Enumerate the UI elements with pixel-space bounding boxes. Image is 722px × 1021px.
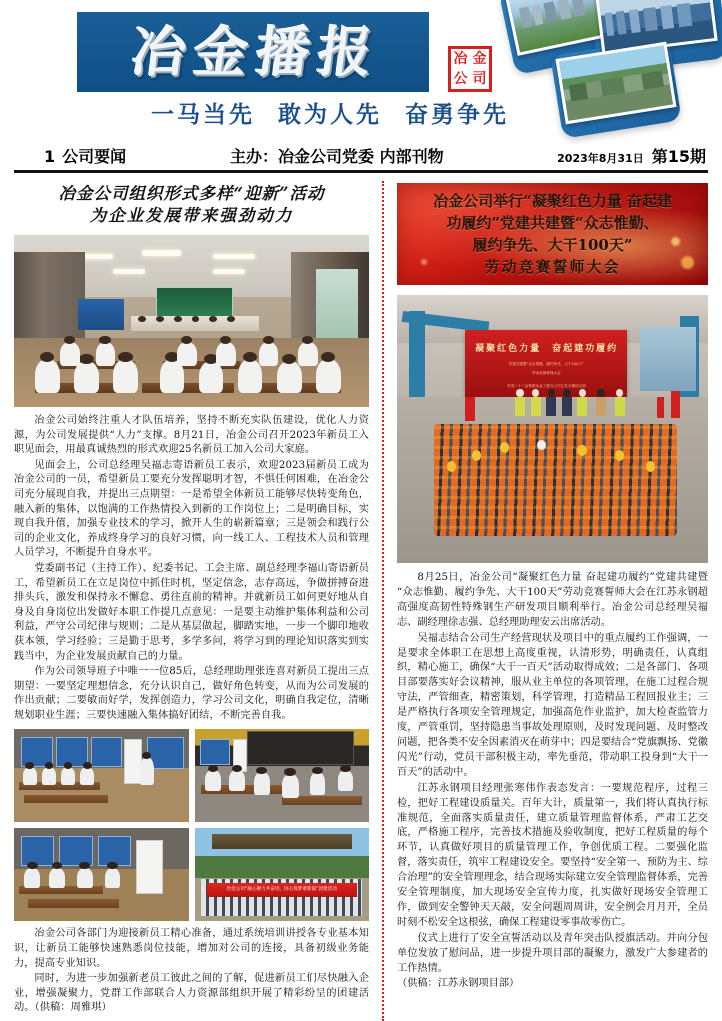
masthead-slogan bbox=[120, 96, 540, 129]
publication-title: 冶金播报 bbox=[128, 20, 384, 84]
photo-helmet bbox=[447, 461, 456, 472]
photo-person-head bbox=[174, 316, 182, 322]
photo-person-head bbox=[83, 762, 92, 769]
photo-attendee bbox=[60, 342, 80, 366]
grid-photo-group-training bbox=[195, 729, 370, 822]
photo-leader-standing bbox=[562, 397, 572, 416]
photo-banner-subtitle-3: 中国二十二冶集团冶金工程分公司江苏永钢项目部 bbox=[506, 384, 586, 389]
photo-leader-standing bbox=[596, 397, 606, 416]
photo-display-board bbox=[91, 737, 123, 767]
right-headline-line-2: 功履约”党建共建暨“众志惟勤、 bbox=[446, 214, 659, 232]
left-headline-line-1: 冶金公司组织形式多样“迎新”活动 bbox=[58, 184, 325, 203]
left-paragraph: 党委副书记（主持工作）、纪委书记、工会主席、副总经理李福山寄语新员工，希望新员工在立足岗位中抓住时机，坚定信念，志存高远，争做拼搏奋进排头兵，激发和保持永不懈怠、勇往直前的精神。并就新员工如何更好地从自身及自身岗位出发做好本职工作提几点意见：一是要主动维护集体利益和公司利益，严守公司纪律与规则；二是从基层做起，脚踏实地，一步一个脚印地收获本领，学习经验；三是勤于思考，多学多问，将学习到的理论知识落实到实践当中，为企业发展贡献自己的力量。 bbox=[14, 562, 369, 662]
banner-glow-dot bbox=[421, 259, 427, 265]
left-article-headline bbox=[14, 183, 369, 227]
photo-leader-standing bbox=[615, 397, 625, 416]
photo-person-head bbox=[192, 316, 200, 322]
left-main-photo-conference bbox=[14, 235, 369, 407]
photo-display-board bbox=[21, 836, 54, 866]
photo-trainee bbox=[77, 868, 93, 888]
seal-char-1: 冶 bbox=[453, 51, 468, 67]
right-article-headline-banner bbox=[397, 183, 708, 285]
photo-window bbox=[316, 269, 359, 348]
slogan-part-2: 敢为人先 bbox=[278, 102, 382, 128]
photo-trainee bbox=[42, 767, 56, 786]
left-headline-line-2: 为企业发展带来强劲动力 bbox=[89, 206, 294, 225]
photo-person-head bbox=[243, 352, 257, 362]
photo-trainee bbox=[23, 767, 37, 786]
photo-red-flag bbox=[657, 397, 664, 418]
seal-char-2: 金 bbox=[472, 51, 487, 67]
photo-person-head bbox=[282, 354, 296, 364]
photo-helmet bbox=[472, 450, 481, 461]
photo-attendee bbox=[35, 359, 60, 393]
photo-person-head bbox=[312, 767, 322, 774]
photo-trainee bbox=[310, 772, 326, 794]
content-columns bbox=[14, 181, 708, 1021]
photo-instructor bbox=[140, 757, 154, 785]
photo-helmet bbox=[577, 445, 586, 456]
photo-trainee bbox=[24, 868, 40, 888]
photo-red-banner: 冶金公司“凝心聚力共奋进、同心筑梦谱新篇”团建活动 bbox=[207, 883, 357, 897]
photo-air-conditioner bbox=[136, 840, 162, 894]
photo-person-head bbox=[118, 352, 132, 362]
photo-projection-screen bbox=[247, 731, 354, 765]
photo-factory-window bbox=[640, 327, 696, 391]
photo-person-head bbox=[597, 389, 604, 398]
photo-banner-subtitle-1: 党建共建暨“众志惟勤、履约争先、大干100天” bbox=[508, 361, 584, 366]
issue-info bbox=[557, 144, 708, 167]
photo-trainee bbox=[49, 868, 65, 888]
banner-glow-dot bbox=[681, 256, 694, 269]
banner-glow-dot bbox=[671, 237, 680, 246]
photo-air-conditioner bbox=[124, 739, 142, 784]
photo-ceiling-light bbox=[113, 269, 145, 273]
right-column bbox=[386, 181, 708, 1021]
photo-blue-backdrop bbox=[78, 299, 124, 330]
left-paragraph: 见面会上，公司总经理吴福志寄语新员工表示，欢迎2023届新员工成为冶金公司的一员，希望新员工要充分发挥聪明才智，不惧任何困难，在冶金公司充分展现自我，并提出三点期望：一是希望全体新员工能够尽快转变角色，融入新的集体，以饱满的工作热情投入到新的工作岗位上；二是明确目标，实现自我升值，加强专业技术的学习，掀开人生的崭新篇章；三是领会和践行公司的企业文化，养成终身学习的良好习惯，向一线工人、工程技术人员和管理人员学习，不断提升自身水平。 bbox=[14, 459, 369, 559]
photo-red-flag bbox=[671, 391, 680, 418]
photo-person-head bbox=[156, 316, 164, 322]
column-divider bbox=[382, 181, 384, 1021]
left-article-body-continued bbox=[14, 927, 369, 1016]
photo-person-head bbox=[563, 389, 570, 398]
section-name: 公司要闻 bbox=[62, 146, 127, 166]
photo-trainee bbox=[338, 770, 354, 790]
photo-ceiling-light bbox=[213, 269, 245, 273]
masthead-photo-collage bbox=[488, 0, 720, 126]
photo-banner-subtitle-2: 劳动竞赛誓师大会 bbox=[531, 371, 561, 376]
right-paragraph: 吴福志结合公司生产经营现状及项目中的重点履约工作强调，一是要求全体职工在思想上高度重视，认清形势，明确责任，认真组织，精心施工，确保“大干一百天”活动取得成效；二是各部门、各项目部要落实好会议精神，服从业主单位的各项管理，在施工过程合规守法，严管细查，精密策划，科学管理，打造精品工程回报业主；三是严格执行各项安全管理规定，加强高危作业监护，加大检查监管力度，严管重罚，坚持隐患当事故处理原则，及时发现问题、及时整改问题，把各类不安全因素消灭在萌芽中；四是要结合“党旗飘扬、党徽闪光”行动，党员干部积极主动，率先垂范，带动职工投身到“大干一百天”的活动中。 bbox=[397, 632, 708, 778]
right-paragraph: 仪式上进行了安全宣誓活动以及青年突击队授旗活动。并向分包单位发放了慰问品，进一步提升项目部的凝聚力，激发广大参建者的工作热情。 bbox=[397, 932, 708, 974]
masthead-logo-block bbox=[77, 12, 429, 92]
photo-attendee bbox=[316, 359, 341, 393]
photo-trainee bbox=[80, 767, 94, 786]
page-number: 1 bbox=[44, 146, 56, 166]
photo-archway bbox=[212, 834, 352, 849]
photo-person-head bbox=[284, 768, 295, 776]
photo-helmet bbox=[516, 389, 523, 398]
right-headline-line-4: 劳动竞赛誓师大会 bbox=[484, 258, 621, 276]
photo-attendee bbox=[216, 342, 236, 366]
photo-trainee bbox=[105, 868, 121, 888]
left-photo-grid bbox=[14, 729, 369, 921]
left-paragraph: 作为公司领导班子中唯一一位85后，总经理助理张连喜对新员工提出三点期望：一要坚定理想信念，充分认识自己，做好角色转变，从而为公司发展的作出贡献；二要敏而好学，发挥创造力，学习公司文化，明确自我定位，清晰规划职业生涯；三要快速融入集体搞好团结，不断完善自我。 bbox=[14, 666, 369, 721]
photo-ceiling-light bbox=[213, 254, 256, 259]
photo-leader-standing bbox=[531, 397, 541, 416]
photo-table bbox=[28, 899, 119, 907]
grid-photo-team-building bbox=[195, 828, 370, 921]
company-seal bbox=[448, 46, 492, 92]
left-column bbox=[14, 181, 380, 1021]
photo-attendee bbox=[277, 361, 302, 394]
right-headline-line-1: 冶金公司举行“凝聚红色力量 奋起建 bbox=[433, 192, 672, 210]
photo-trainee bbox=[229, 770, 245, 790]
slogan-part-3: 奋勇争先 bbox=[405, 102, 510, 128]
photo-attendee bbox=[259, 342, 279, 366]
photo-person-head bbox=[138, 316, 146, 322]
right-paragraph: 江苏永钢项目经理张寒伟作表态发言：一要规范程序，过程三检，把好工程建设质量关。百年大计，质量第一，我们将认真执行标准规范，全面落实质量责任，建立质量管理监督体系，严肃工艺交底，严格施工程序，完善技术措施及验收制度，把好工程质量的每个环节，认真做好项目的质量管理工作，争创优质工程。二要强化监督，落实责任，筑牢工程建设安全。要坚持“安全第一、预防为主、综合治理”的安全管理理念，结合现场实际建立安全管理监督体系，完善安全管理制度，加大现场安全宣传力度，扎实做好现场安全管理工作，做到安全警钟天天敲，安全问题周周讲，安全例会月月开，全员时刻不松安全这根弦，确保工程建设零事故零伤亡。 bbox=[397, 782, 708, 928]
right-paragraph: 8月25日，冶金公司“凝聚红色力量 奋起建功履约”党建共建暨“众志惟勤、履约争先、大干100天”劳动竞赛誓师大会在江苏永钢超高强度高韧性特殊钢生产研发项目顺利举行。冶金公司总经理吴福志、副经理徐志强、总经理助理安云出席活动。 bbox=[397, 572, 708, 628]
photo-attendee bbox=[177, 342, 197, 366]
photo-red-flag bbox=[465, 397, 474, 421]
left-article-body bbox=[14, 414, 369, 723]
photo-trainee bbox=[254, 772, 270, 794]
grid-photo-skills-training bbox=[14, 828, 189, 921]
photo-attendee bbox=[298, 342, 318, 366]
left-paragraph: 冶金公司各部门为迎接新员工精心准备，通过系统培训讲授各专业基本知识，让新员工能够快速熟悉岗位技能，增加对公司的连接，具备初级业务能力，提高专业知识。 bbox=[14, 928, 369, 969]
left-paragraph: 冶金公司始终注重人才队伍培养，坚持不断充实队伍建设，优化人力资源，为公司发展提供“人力”支撑。8月21日，冶金公司召开2023年新员工入职见面会，用最真诚热烈的形式欢迎25名新员工加入公司大家庭。 bbox=[14, 415, 369, 456]
left-paragraph: 同时，为进一步加强新老员工彼此之间的了解，促进新员工们尽快融入企业，增强凝聚力，党群工作部联合人力资源部组织开展了精彩纷呈的团建活动。（供稿：周雅琪） bbox=[14, 973, 369, 1014]
publication-date: 2023年8月31日 bbox=[557, 151, 644, 165]
right-headline-line-3: 履约争先、大干100天” bbox=[472, 236, 633, 254]
right-main-photo-rally bbox=[397, 295, 708, 563]
photo-display-board bbox=[56, 737, 88, 767]
slogan-part-1: 一马当先 bbox=[150, 102, 255, 128]
photo-helmet-rows bbox=[434, 424, 677, 537]
photo-person-head bbox=[27, 862, 37, 869]
photo-trainee bbox=[205, 770, 221, 790]
photo-person-head bbox=[256, 767, 266, 774]
right-article-credit: （供稿：江苏永钢项目部） bbox=[397, 978, 520, 990]
photo-helmet bbox=[646, 461, 655, 472]
photo-leader-standing bbox=[577, 397, 587, 416]
photo-person-head bbox=[45, 762, 54, 769]
photo-trainee bbox=[61, 767, 75, 786]
masthead bbox=[0, 0, 722, 140]
photo-table bbox=[24, 795, 108, 803]
photo-person-head bbox=[340, 765, 350, 772]
photo-banner-title: 凝聚红色力量 奋起建功履约 bbox=[475, 343, 619, 354]
photo-leader-standing bbox=[515, 397, 525, 416]
photo-person-head bbox=[64, 762, 73, 769]
section-label bbox=[14, 144, 214, 167]
photo-trainee bbox=[282, 774, 299, 798]
photo-ceiling-light bbox=[142, 250, 181, 255]
right-article-body bbox=[397, 571, 708, 992]
seal-char-3: 公 bbox=[453, 71, 468, 87]
photo-person-head bbox=[209, 316, 217, 322]
photo-red-stage-banner bbox=[465, 330, 627, 397]
issue-number: 第15期 bbox=[651, 146, 706, 166]
photo-display-board bbox=[59, 836, 92, 866]
publisher-line: 主办：冶金公司党委 内部刊物 bbox=[230, 146, 444, 166]
photo-person-head bbox=[227, 316, 235, 322]
section-bar bbox=[14, 140, 708, 173]
photo-helmet bbox=[500, 442, 509, 453]
grid-photo-training-lecture bbox=[14, 729, 189, 822]
photo-stage-screen bbox=[156, 287, 233, 318]
photo-attendee bbox=[96, 342, 116, 366]
photo-helmet bbox=[615, 450, 624, 461]
photo-display-board bbox=[200, 739, 230, 765]
photo-attendee bbox=[113, 359, 138, 393]
seal-char-4: 司 bbox=[472, 71, 487, 87]
photo-leader-standing bbox=[546, 397, 556, 416]
photo-person-head bbox=[79, 354, 93, 364]
photo-person-head bbox=[25, 762, 34, 769]
